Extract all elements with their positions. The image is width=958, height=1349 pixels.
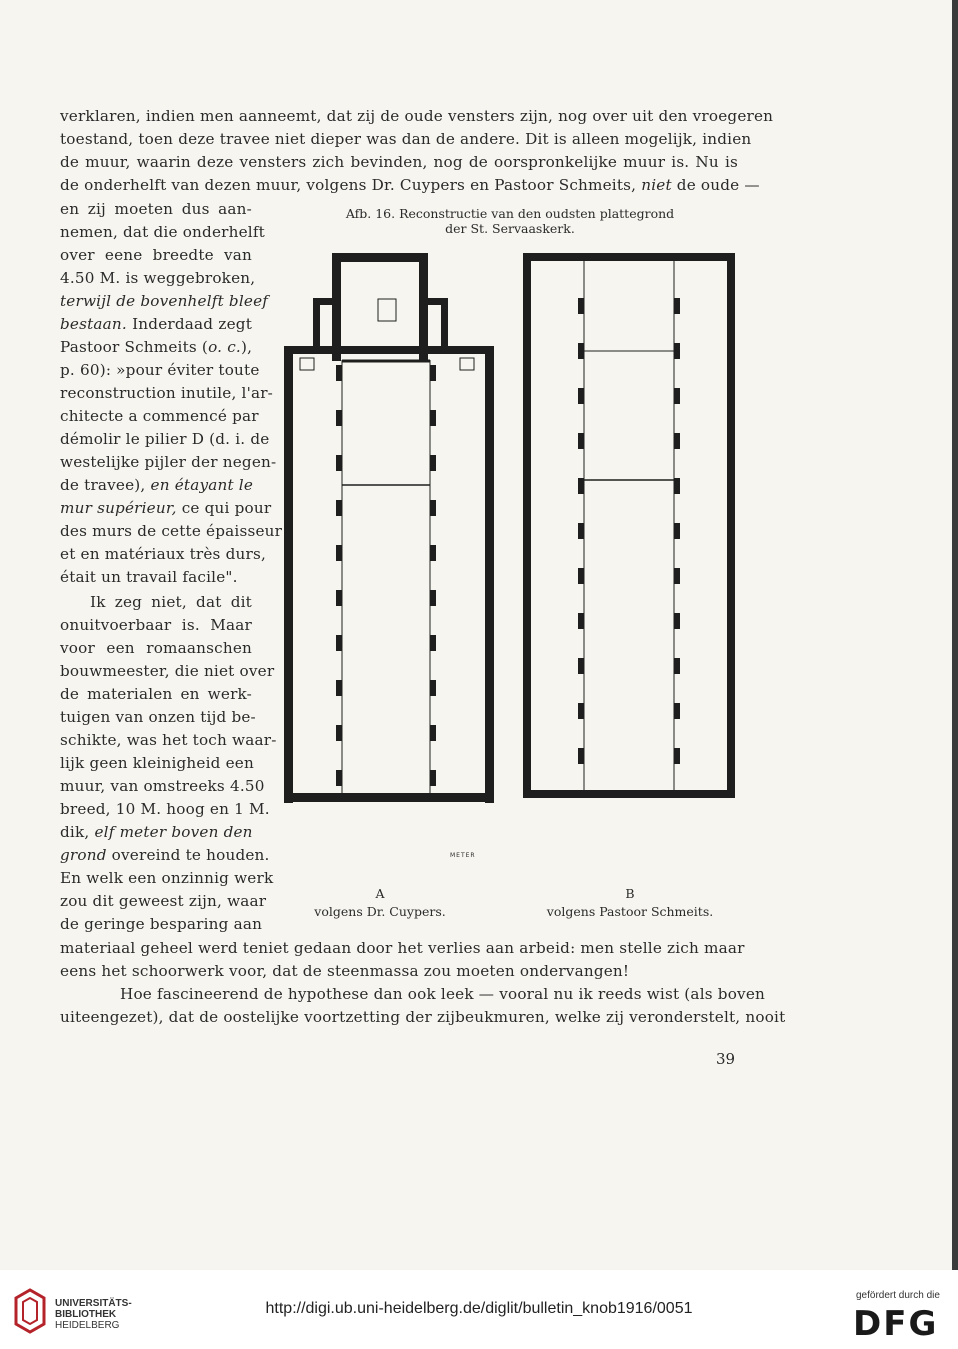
plan-b-letter: B xyxy=(625,886,635,901)
plan-b-pier xyxy=(674,523,680,539)
plan-b-pier xyxy=(578,433,584,449)
figure-caption: der St. Servaaskerk. xyxy=(445,221,575,236)
plan-a-pier xyxy=(336,680,342,696)
text-line: tuigen van onzen tijd be- xyxy=(60,708,256,726)
text-line xyxy=(60,290,269,312)
dfg-logo: DFG xyxy=(853,1304,939,1344)
plan-b-pier xyxy=(674,388,680,404)
plan-b-label: volgens Pastoor Schmeits. xyxy=(546,904,714,919)
plan-a-pier xyxy=(430,500,436,516)
text-line xyxy=(60,844,270,866)
digitization-url-link[interactable]: http://digi.ub.uni-heidelberg.de/diglit/bulletin_knob1916/0051 xyxy=(265,1300,693,1317)
text-line: voor een romaanschen xyxy=(60,639,252,657)
plan-a-pier xyxy=(336,455,342,471)
plan-a-pier xyxy=(336,590,342,606)
plan-a-pier xyxy=(336,500,342,516)
text-span: ), xyxy=(240,338,253,356)
text-line: muur, van omstreeks 4.50 xyxy=(60,777,265,795)
plan-b-wall xyxy=(523,790,735,798)
italic-span: grond xyxy=(60,846,107,864)
plan-a-pier xyxy=(336,725,342,741)
text-line: reconstruction inutile, l'ar- xyxy=(60,384,273,402)
footer-bar xyxy=(0,1270,958,1349)
text-line: zou dit geweest zijn, waar xyxy=(60,892,267,910)
text-span: ce qui pour xyxy=(176,499,272,517)
plan-a-label: volgens Dr. Cuypers. xyxy=(314,904,446,919)
library-line: UNIVERSITÄTS- xyxy=(55,1298,132,1309)
text-line: uiteengezet), dat de oostelijke voortzetting der zijbeukmuren, welke zij veronderstelt, nooit xyxy=(60,1008,786,1026)
plan-b-thin-lines xyxy=(584,261,674,790)
plan-b-pier xyxy=(674,613,680,629)
plan-a-pier xyxy=(430,410,436,426)
text-line: materiaal geheel werd teniet gedaan door het verlies aan arbeid: men stelle zich maar xyxy=(60,939,745,957)
italic-span: en étayant le xyxy=(150,476,254,494)
plan-a-pier xyxy=(430,545,436,561)
plan-a-pier xyxy=(336,410,342,426)
plan-b-pier xyxy=(674,298,680,314)
page-edge xyxy=(952,0,958,1349)
text-line: westelijke pijler der negen- xyxy=(60,453,277,471)
plan-a-wall xyxy=(284,346,293,803)
plan-b-pier xyxy=(674,703,680,719)
plan-a-pier xyxy=(336,770,342,786)
text-span: Pastoor Schmeits ( xyxy=(60,338,209,356)
plan-b-pier xyxy=(578,343,584,359)
plan-a-thin-lines xyxy=(300,299,474,793)
text-line: chitecte a commencé par xyxy=(60,407,259,425)
funded-by-text: gefördert durch die xyxy=(856,1290,940,1301)
plan-b-pier xyxy=(674,433,680,449)
plan-a-pier xyxy=(336,545,342,561)
plan-b-wall xyxy=(727,253,735,798)
plan-a-wall xyxy=(485,346,494,803)
italic-span: elf xyxy=(94,823,115,841)
text-line: lijk geen kleinigheid een xyxy=(60,754,254,772)
text-line: toestand, toen deze travee niet dieper was dan de andere. Dit is alleen mogelijk, indien xyxy=(60,130,752,148)
italic-span: bestaan. xyxy=(60,315,127,333)
text-line: eens het schoorwerk voor, dat de steenmassa zou moeten ondervangen! xyxy=(60,962,630,980)
plan-b-pier xyxy=(578,703,584,719)
floor-plans-figure xyxy=(270,240,740,840)
plan-b-wall xyxy=(523,253,735,261)
text-line: En welk een onzinnig werk xyxy=(60,869,274,887)
text-line: 4.50 M. is weggebroken, xyxy=(60,269,256,287)
text-span: dik, xyxy=(60,823,90,841)
plan-a-wall xyxy=(441,298,448,348)
plan-b-pier xyxy=(578,388,584,404)
plan-b-pier xyxy=(674,478,680,494)
italic-span: niet xyxy=(641,176,672,194)
text-line: breed, 10 M. hoog en 1 M. xyxy=(60,800,270,818)
italic-span: terwijl de bovenhelft bleef xyxy=(60,292,269,310)
text-span: de oude — xyxy=(676,176,760,194)
plan-a-stair xyxy=(300,358,314,370)
plan-a-pier xyxy=(430,770,436,786)
plan-b-pier xyxy=(674,748,680,764)
scale-label: METER xyxy=(450,852,476,859)
plan-b-wall xyxy=(523,253,531,798)
plan-a-wall xyxy=(313,298,320,348)
plan-b-pier xyxy=(674,568,680,584)
plan-a-pier xyxy=(430,590,436,606)
library-line: BIBLIOTHEK xyxy=(55,1309,117,1320)
text-line: en zij moeten dus aan- xyxy=(60,200,252,218)
text-line: de materialen en werk- xyxy=(60,685,252,703)
library-line: HEIDELBERG xyxy=(55,1320,120,1331)
text-line xyxy=(60,497,272,519)
text-line: onuitvoerbaar is. Maar xyxy=(60,616,252,634)
plan-a-pier xyxy=(336,635,342,651)
plan-a-altar xyxy=(378,299,396,321)
plan-a-wall xyxy=(332,253,428,262)
plan-a-pier xyxy=(430,725,436,741)
plan-a-letter: A xyxy=(375,886,385,901)
plan-a-pier xyxy=(336,365,342,381)
plan-a-pier xyxy=(430,455,436,471)
plan-a-wall xyxy=(284,346,494,354)
text-line: schikte, was het toch waar- xyxy=(60,731,277,749)
text-span: overeind te houden. xyxy=(106,846,270,864)
plan-b-pier xyxy=(578,613,584,629)
plan-b-pier xyxy=(578,523,584,539)
italic-span: meter boven den xyxy=(119,823,253,841)
text-line: des murs de cette épaisseur xyxy=(60,522,283,540)
text-line xyxy=(60,313,252,335)
italic-span: o. c. xyxy=(208,338,241,356)
page-number: 39 xyxy=(716,1050,736,1068)
text-line xyxy=(60,474,252,496)
text-line: de muur, waarin deze vensters zich bevinden, nog de oorspronkelijke muur is. Nu is xyxy=(60,153,738,171)
plan-b-pier xyxy=(578,748,584,764)
text-line: bouwmeester, die niet over xyxy=(60,662,275,680)
text-span: Inderdaad zegt xyxy=(126,315,252,333)
plan-b-pier xyxy=(578,478,584,494)
plan-b-pier xyxy=(578,298,584,314)
plan-a-pier xyxy=(430,635,436,651)
text-span: de travee), xyxy=(60,476,146,494)
figure-caption: Afb. 16. Reconstructie van den oudsten plattegrond xyxy=(345,206,675,221)
plan-a xyxy=(284,253,494,803)
text-span: de onderhelft van dezen muur, volgens Dr. Cuypers en Pastoor Schmeits, xyxy=(60,176,637,194)
text-line: démolir le pilier D (d. i. de xyxy=(60,430,270,448)
text-line: verklaren, indien men aanneemt, dat zij de oude vensters zijn, nog over uit den vroegeren xyxy=(60,107,774,125)
plan-a-wall xyxy=(332,253,341,361)
text-line: over eene breedte van xyxy=(60,246,252,264)
plan-a-pier xyxy=(430,365,436,381)
plan-b-pier xyxy=(674,343,680,359)
text-line: de geringe besparing aan xyxy=(60,915,263,933)
text-line: était un travail facile". xyxy=(60,568,238,586)
plan-a-wall xyxy=(284,793,494,802)
text-line: nemen, dat die onderhelft xyxy=(60,223,265,241)
text-line: Ik zeg niet, dat dit xyxy=(90,593,252,611)
text-line: et en matériaux très durs, xyxy=(60,545,266,563)
plan-b-pier xyxy=(674,658,680,674)
text-line xyxy=(60,821,252,843)
italic-span: mur supérieur, xyxy=(60,499,177,517)
plan-a-pier xyxy=(430,680,436,696)
plan-b-pier xyxy=(578,568,584,584)
text-line xyxy=(60,336,252,358)
plan-a-wall xyxy=(419,253,428,361)
text-line: Hoe fascineerend de hypothese dan ook leek — vooral nu ik reeds wist (als boven xyxy=(120,985,765,1003)
text-line: p. 60): »pour éviter toute xyxy=(60,361,260,379)
plan-b-pier xyxy=(578,658,584,674)
text-line xyxy=(60,174,760,196)
plan-b xyxy=(523,253,735,798)
plan-a-stair xyxy=(460,358,474,370)
